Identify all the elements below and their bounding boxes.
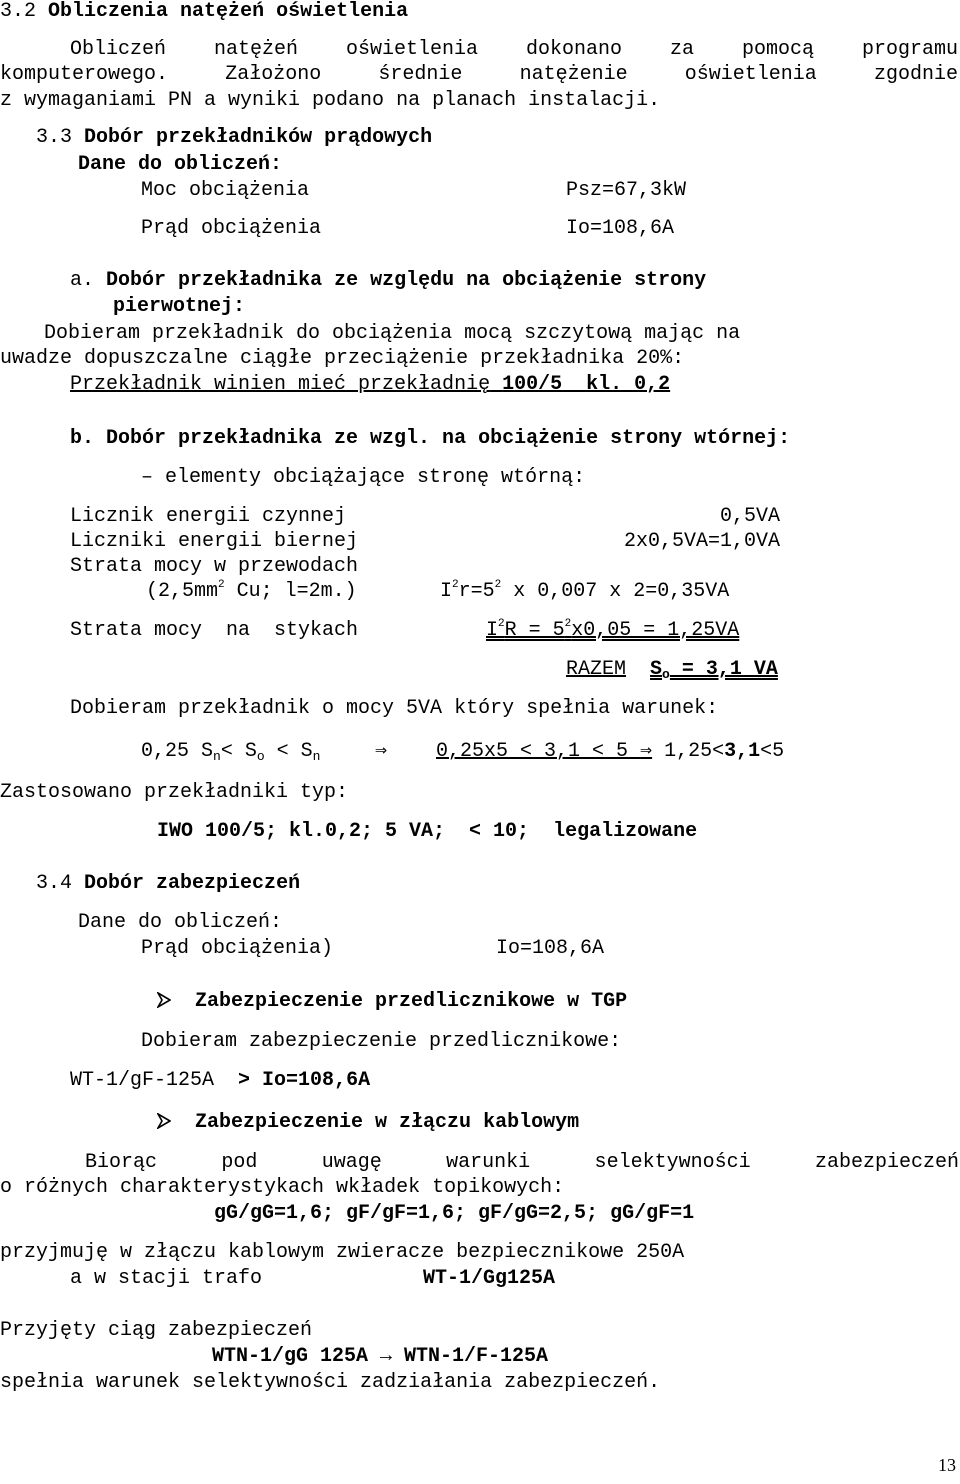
- section-title: Dobór zabezpieczeń: [84, 872, 301, 895]
- paragraph-line: z wymaganiami PN a wyniki podano na planach instalacji.: [0, 89, 661, 112]
- applied-type: IWO 100/5; kl.0,2; 5 VA; < 10; legalizowane: [157, 820, 698, 843]
- section-number: 3.4: [36, 872, 73, 895]
- transformer-ratio-line: [70, 373, 670, 397]
- subsection-title: Dobór przekładnika ze względu na obciążenie strony: [106, 269, 707, 292]
- active-meter-value: 0,5VA: [719, 505, 780, 528]
- reactive-meter-value: 2x0,5VA=1,0VA: [623, 530, 780, 553]
- paragraph-line: Dobieram zabezpieczenie przedlicznikowe:: [141, 1030, 622, 1053]
- fuse-condition: > Io=108,6A: [238, 1069, 371, 1092]
- implies-arrow-icon: ⇒: [640, 740, 653, 763]
- page-number: 13: [938, 1455, 956, 1475]
- paragraph-line: o różnych charakterystykach wkładek topikowych:: [0, 1176, 565, 1199]
- fuse-type-line: [70, 1069, 370, 1093]
- selectivity-ratios: gG/gG=1,6; gF/gF=1,6; gF/gG=2,5; gG/gF=1: [214, 1202, 695, 1225]
- subsection-heading: [157, 1111, 579, 1135]
- condition-right: 0,25x5 < 3,1 < 5 ⇒ 1,25<3,1<5: [436, 740, 785, 763]
- selection-text: Dobieram przekładnik o mocy 5VA który spełnia warunek:: [70, 697, 719, 720]
- section-3-3-heading: [36, 126, 432, 150]
- chain-value: WTN-1/gG 125A → WTN-1/F-125A: [212, 1345, 549, 1368]
- contact-loss-value: $I^2R = 5^2x0,05 = 1,25VA$: [486, 618, 740, 642]
- total-row: [566, 658, 778, 683]
- implies-arrow-icon: ⇒: [375, 740, 388, 763]
- secondary-elements-header: – elementy obciążające stronę wtórną:: [141, 466, 586, 489]
- data-header: Dane do obliczeń:: [78, 911, 283, 934]
- applied-label: Zastosowano przekładniki typ:: [0, 781, 349, 804]
- paragraph-line: przyjmuję w złączu kablowym zwieracze bezpiecznikowe 250A: [0, 1241, 685, 1264]
- section-3-2-heading: [0, 0, 408, 24]
- section-number: 3.2: [0, 0, 37, 23]
- chain-conclusion: spełnia warunek selektywności zadziałania zabezpieczeń.: [0, 1371, 661, 1394]
- subsection-title: Zabezpieczenie przedlicznikowe w TGP: [195, 990, 628, 1013]
- trafo-fuse-type: WT-1/Gg125A: [423, 1267, 556, 1290]
- section-3-4-heading: [36, 872, 300, 896]
- reactive-meter-label: Liczniki energii biernej: [70, 530, 359, 553]
- section-title: Dobór przekładników prądowych: [84, 126, 433, 149]
- wire-loss-value: $I^2r=5^2$ x 0,007 x 2=0,35VA: [440, 579, 730, 603]
- arrowhead-bullet-icon: [157, 1113, 171, 1129]
- current-value: Io=108,6A: [496, 937, 605, 960]
- paragraph-line: Obliczeń natężeń oświetlenia dokonano za pomocą programu: [70, 38, 958, 61]
- ratio-value: 100/5 kl. 0,2: [502, 373, 671, 396]
- paragraph-line: a w stacji trafo: [70, 1267, 263, 1290]
- subsection-title-cont: pierwotnej:: [113, 295, 246, 318]
- ratio-text: Przekładnik winien mieć przekładnię: [70, 373, 491, 396]
- arrowhead-bullet-icon: [157, 992, 171, 1008]
- section-title: Obliczenia natężeń oświetlenia: [48, 0, 409, 23]
- paragraph-line: Dobieram przekładnik do obciążenia mocą szczytową mając na: [44, 322, 741, 345]
- total-value: $S_o = 3,1$ VA: [650, 658, 778, 682]
- subsection-marker: a.: [70, 269, 95, 292]
- paragraph-line: uwadze dopuszczalne ciągłe przeciążenie przekładnika 20%:: [0, 347, 685, 370]
- wire-loss-label: Strata mocy w przewodach: [70, 555, 359, 578]
- subsection-a-heading: [70, 269, 706, 293]
- condition-left: 0,25 $S_n< S_o < S_n$: [141, 740, 321, 764]
- active-meter-label: Licznik energii czynnej: [70, 505, 347, 528]
- load-power-label: Moc obciążenia: [141, 179, 310, 202]
- wire-loss-spec: ($2,5mm^2$ Cu; l=2m.): [146, 579, 357, 603]
- current-label: Prąd obciążenia): [141, 937, 334, 960]
- load-current-value: Io=108,6A: [566, 217, 675, 240]
- load-power-value: Psz=67,3kW: [566, 179, 687, 202]
- subsection-b-heading: b. Dobór przekładnika ze wzgl. na obciążenie strony wtórnej:: [70, 427, 791, 450]
- subsection-title: Zabezpieczenie w złączu kablowym: [195, 1111, 580, 1134]
- total-label: RAZEM: [566, 658, 627, 681]
- subsection-heading: [157, 990, 627, 1014]
- paragraph-line: Biorąc pod uwagę warunki selektywności zabezpieczeń: [85, 1151, 959, 1174]
- data-header: Dane do obliczeń:: [78, 153, 283, 176]
- section-number: 3.3: [36, 126, 73, 149]
- chain-label: Przyjęty ciąg zabezpieczeń: [0, 1319, 313, 1342]
- load-current-label: Prąd obciążenia: [141, 217, 322, 240]
- fuse-type: WT-1/gF-125A: [70, 1069, 215, 1092]
- paragraph-line: komputerowego. Założono średnie natężenie oświetlenia zgodnie: [0, 63, 958, 86]
- contact-loss-label: Strata mocy na stykach: [70, 619, 359, 642]
